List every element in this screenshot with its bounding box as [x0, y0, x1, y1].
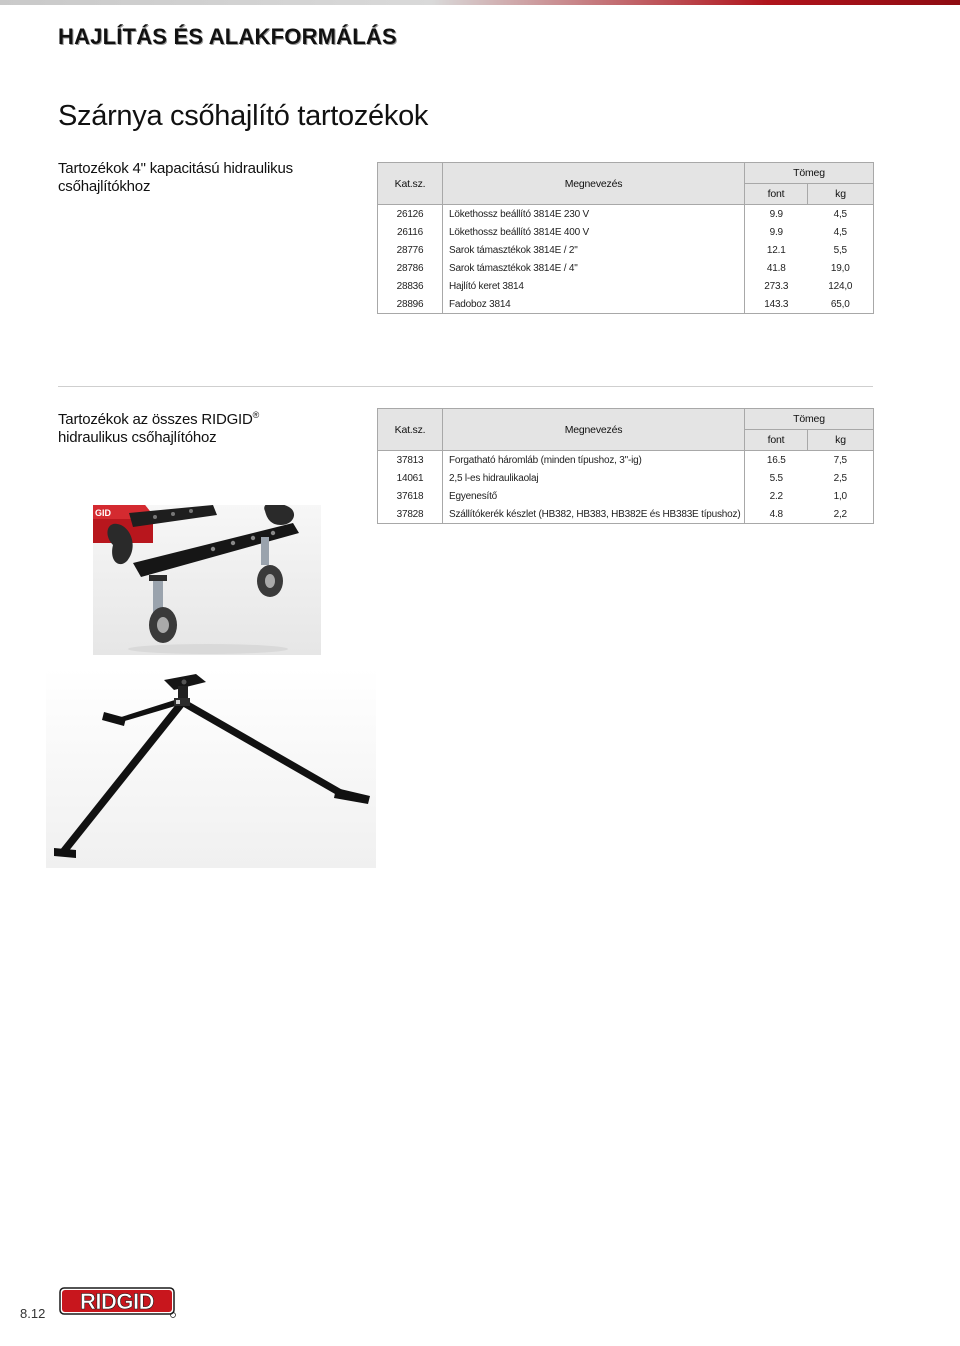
section2-heading-line1: Tartozékok az összes RIDGID	[58, 411, 253, 428]
cell-catno: 37618	[378, 487, 443, 505]
cell-catno: 37813	[378, 451, 443, 470]
cell-catno: 28786	[378, 259, 443, 277]
cell-name: 2,5 l-es hidraulikaolaj	[443, 469, 745, 487]
cell-catno: 28836	[378, 277, 443, 295]
registered-mark: ®	[252, 410, 260, 420]
svg-text:GID: GID	[95, 508, 112, 518]
cell-lb: 2.2	[745, 487, 808, 505]
accessories-table-4in	[377, 162, 874, 314]
col-name: Megnevezés	[443, 163, 745, 205]
col-lb: font	[745, 430, 808, 451]
table-row	[378, 451, 874, 470]
section-divider	[58, 386, 873, 387]
cell-kg: 19,0	[808, 259, 874, 277]
table-row	[378, 277, 874, 295]
cell-kg: 1,0	[808, 487, 874, 505]
col-catno: Kat.sz.	[378, 163, 443, 205]
cell-name: Szállítókerék készlet (HB382, HB383, HB382E és HB383E típushoz)	[443, 505, 745, 524]
cell-kg: 65,0	[808, 295, 874, 314]
logo-text: RIDGID	[80, 1289, 154, 1314]
page-number: 8.12	[20, 1306, 46, 1321]
cell-lb: 4.8	[745, 505, 808, 524]
top-accent-bar	[0, 0, 960, 5]
cell-catno: 37828	[378, 505, 443, 524]
cell-kg: 124,0	[808, 277, 874, 295]
table-row	[378, 505, 874, 524]
cell-name: Forgatható háromláb (minden típushoz, 3"-ig)	[443, 451, 745, 470]
cell-name: Egyenesítő	[443, 487, 745, 505]
col-lb: font	[745, 184, 808, 205]
section2-heading	[58, 406, 338, 447]
cell-lb: 9.9	[745, 205, 808, 224]
cell-kg: 2,2	[808, 505, 874, 524]
cell-kg: 5,5	[808, 241, 874, 259]
cell-catno: 28896	[378, 295, 443, 314]
col-weight: Tömeg	[745, 409, 874, 430]
cell-lb: 5.5	[745, 469, 808, 487]
cell-name: Sarok támasztékok 3814E / 2"	[443, 241, 745, 259]
cell-lb: 41.8	[745, 259, 808, 277]
col-kg: kg	[808, 430, 874, 451]
table-row	[378, 205, 874, 224]
table-row	[378, 295, 874, 314]
table-row	[378, 469, 874, 487]
cell-lb: 16.5	[745, 451, 808, 470]
cell-catno: 26126	[378, 205, 443, 224]
col-name: Megnevezés	[443, 409, 745, 451]
cell-name: Fadoboz 3814	[443, 295, 745, 314]
cell-kg: 2,5	[808, 469, 874, 487]
cell-kg: 4,5	[808, 205, 874, 224]
section2-heading-line2: hidraulikus csőhajlítóhoz	[58, 429, 217, 446]
table-row	[378, 241, 874, 259]
tripod-photo	[46, 668, 376, 868]
col-kg: kg	[808, 184, 874, 205]
cell-catno: 28776	[378, 241, 443, 259]
cell-lb: 143.3	[745, 295, 808, 314]
cell-name: Lökethossz beállító 3814E 400 V	[443, 223, 745, 241]
cell-lb: 9.9	[745, 223, 808, 241]
col-weight: Tömeg	[745, 163, 874, 184]
ridgid-logo	[58, 1284, 178, 1320]
cell-kg: 4,5	[808, 223, 874, 241]
table-row	[378, 259, 874, 277]
cell-catno: 14061	[378, 469, 443, 487]
table-row	[378, 487, 874, 505]
cell-lb: 12.1	[745, 241, 808, 259]
cell-kg: 7,5	[808, 451, 874, 470]
wheel-kit-photo	[93, 505, 321, 655]
cell-name: Sarok támasztékok 3814E / 4"	[443, 259, 745, 277]
cell-lb: 273.3	[745, 277, 808, 295]
cell-name: Lökethossz beállító 3814E 230 V	[443, 205, 745, 224]
page-title: Szárnya csőhajlító tartozékok	[58, 100, 429, 132]
accessories-table-all	[377, 408, 874, 524]
cell-name: Hajlító keret 3814	[443, 277, 745, 295]
section-header: HAJLÍTÁS ÉS ALAKFORMÁLÁS	[58, 24, 397, 49]
table-row	[378, 223, 874, 241]
section1-heading: Tartozékok 4" kapacitású hidraulikus csőhajlítókhoz	[58, 160, 293, 195]
cell-catno: 26116	[378, 223, 443, 241]
col-catno: Kat.sz.	[378, 409, 443, 451]
